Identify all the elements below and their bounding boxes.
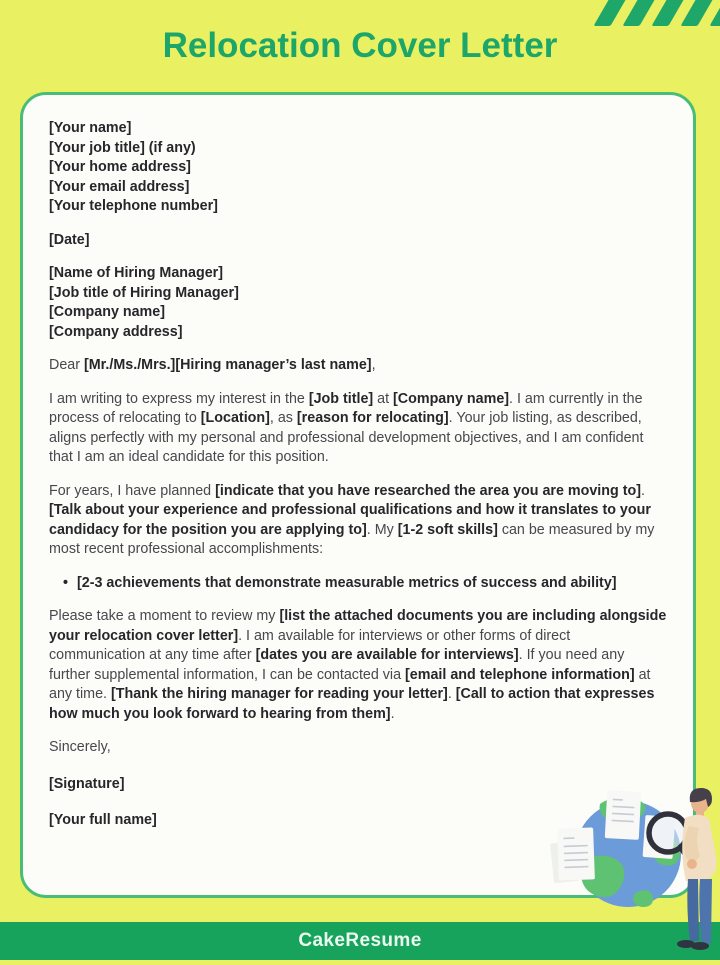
signature-placeholder: [Signature] bbox=[49, 775, 667, 795]
sender-info: [Your name] [Your job title] (if any) [Your home address] [Your email address] [Your telephone number] bbox=[49, 119, 667, 217]
recipient-info: [Name of Hiring Manager] [Job title of Hiring Manager] [Company name] [Company address] bbox=[49, 264, 667, 342]
cover-letter-card bbox=[20, 92, 696, 898]
salutation: Dear [Mr./Ms./Mrs.][Hiring manager’s last name], bbox=[49, 356, 667, 376]
date: [Date] bbox=[49, 231, 667, 251]
paragraph-availability: Please take a moment to review my [list the attached documents you are including alongside your relocation cover letter]. I am available for interviews or other forms of direct communication at any time after [dates you are available for interviews]. If you need any further supplemental information, I can be contacted via [email and telephone information] at any time. [Thank the hiring manager for reading your letter]. [Call to action that expresses how much you look forward to hearing from them]. bbox=[49, 607, 667, 724]
slash-icon bbox=[709, 0, 720, 26]
achievement-bullet: • [2-3 achievements that demonstrate measurable metrics of success and ability] bbox=[49, 574, 667, 594]
paragraph-qualifications: For years, I have planned [indicate that you have researched the area you are moving to]. [Talk about your experience and professional qualifications and how it translates to your candidacy for the position you are applying to]. My [1-2 soft skills] can be measured by my most recent professional accomplishments: bbox=[49, 482, 667, 560]
sign-off: Sincerely, bbox=[49, 738, 667, 758]
person-figure bbox=[677, 788, 716, 950]
corner-slashes-decoration bbox=[591, 0, 720, 26]
full-name-placeholder: [Your full name] bbox=[49, 811, 667, 831]
page-title: Relocation Cover Letter bbox=[0, 26, 720, 66]
paragraph-intro: I am writing to express my interest in the [Job title] at [Company name]. I am currently in the process of relocating to [Location], as [reason for relocating]. Your job listing, as described, aligns perfectly with my personal and professional development objectives, and I am confident that I am an ideal candidate for this position. bbox=[49, 390, 667, 468]
brand-logo: CakeResume bbox=[298, 930, 421, 952]
globe-search-illustration bbox=[548, 786, 720, 960]
bullet-icon: • bbox=[63, 575, 68, 591]
letter-body bbox=[49, 119, 667, 887]
